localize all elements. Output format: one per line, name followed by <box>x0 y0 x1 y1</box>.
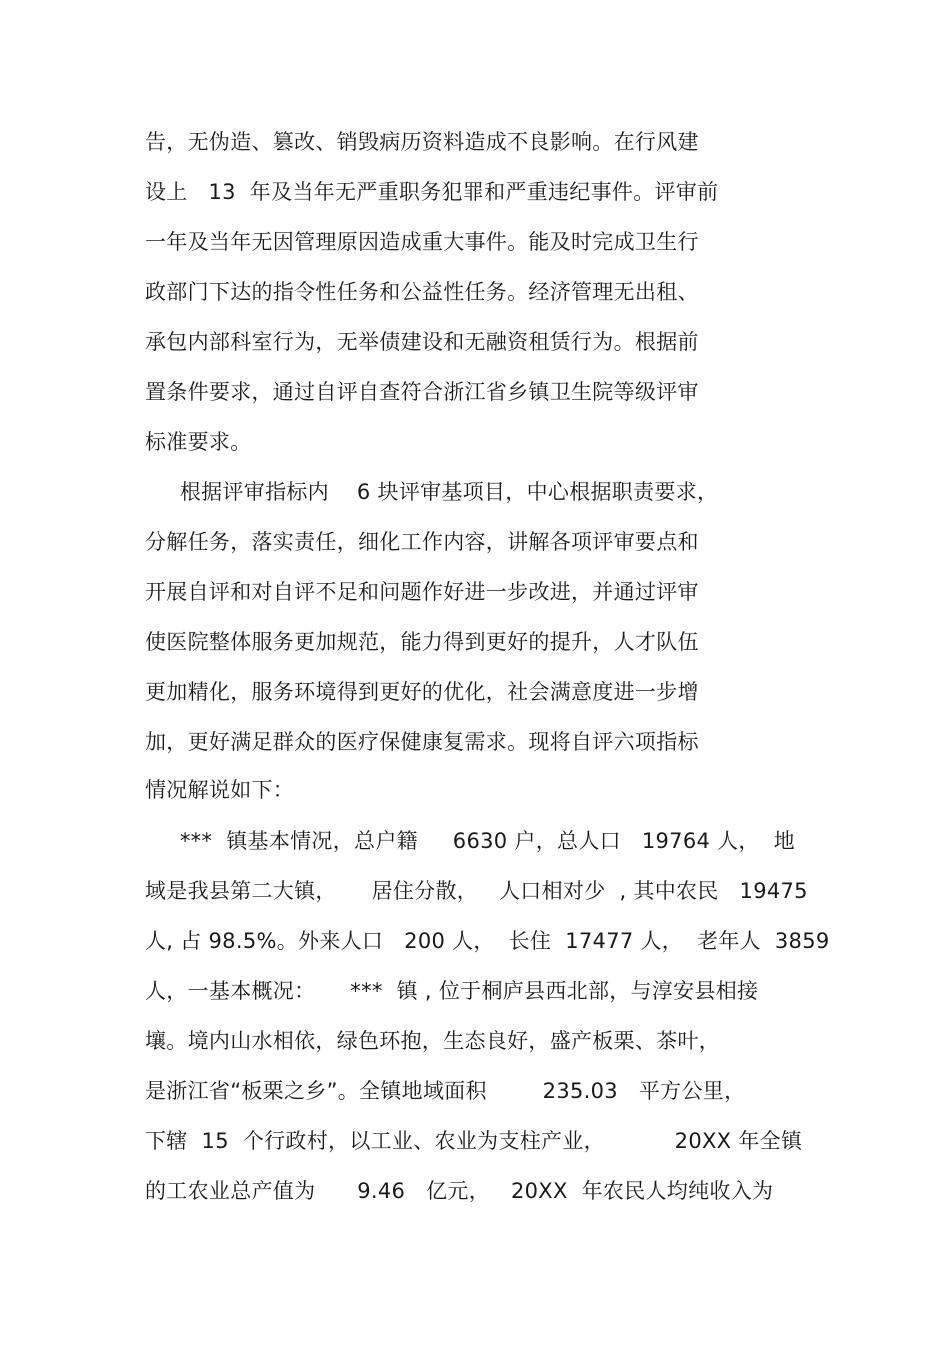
text-line: 情况解说如下： <box>145 778 295 802</box>
text-line: 更加精化，服务环境得到更好的优化，社会满意度进一步增 <box>145 680 699 704</box>
text-line: 的工农业总产值为 9.46 亿元， 20XX 年农民人均纯收入为 <box>145 1179 774 1203</box>
text-line: 壤。境内山水相依，绿色环抱，生态良好，盛产板栗、茶叶， <box>145 1029 721 1053</box>
text-line: 一年及当年无因管理原因造成重大事件。能及时完成卫生行 <box>145 230 699 254</box>
text-line: 设上 13 年及当年无严重职务犯罪和严重违纪事件。评审前 <box>145 180 719 204</box>
text-line: 域是我县第二大镇， 居住分散， 人口相对少 , 其中农民 19475 <box>145 879 808 903</box>
text-line: 是浙江省“板栗之乡”。全镇地域面积 235.03 平方公里， <box>145 1079 746 1103</box>
text-line: 置条件要求，通过自评自查符合浙江省乡镇卫生院等级评审 <box>145 380 699 404</box>
text-line: 人，一基本概况： *** 镇 , 位于桐庐县西北部，与淳安县相接 <box>145 979 759 1003</box>
text-line: 使医院整体服务更加规范，能力得到更好的提升，人才队伍 <box>145 630 699 654</box>
text-line: 根据评审指标内 6 块评审基项目，中心根据职责要求， <box>145 480 719 504</box>
text-line: 开展自评和对自评不足和问题作好进一步改进，并通过评审 <box>145 580 699 604</box>
text-line: 加，更好满足群众的医疗保健康复需求。现将自评六项指标 <box>145 730 699 754</box>
text-line: 告，无伪造、篡改、销毁病历资料造成不良影响。在行风建 <box>145 130 699 154</box>
text-line: 承包内部科室行为，无举债建设和无融资租赁行为。根据前 <box>145 330 699 354</box>
text-line: *** 镇基本情况，总户籍 6630 户，总人口 19764 人， 地 <box>145 829 795 853</box>
text-line: 下辖 15 个行政村，以工业、农业为支柱产业， 20XX 年全镇 <box>145 1129 803 1153</box>
text-line: 标准要求。 <box>145 430 252 454</box>
text-line: 人, 占 98.5%。外来人口 200 人， 长住 17477 人， 老年人 3859 <box>145 929 830 953</box>
text-line: 分解任务，落实责任，细化工作内容，讲解各项评审要点和 <box>145 530 699 554</box>
text-line: 政部门下达的指令性任务和公益性任务。经济管理无出租、 <box>145 280 699 304</box>
